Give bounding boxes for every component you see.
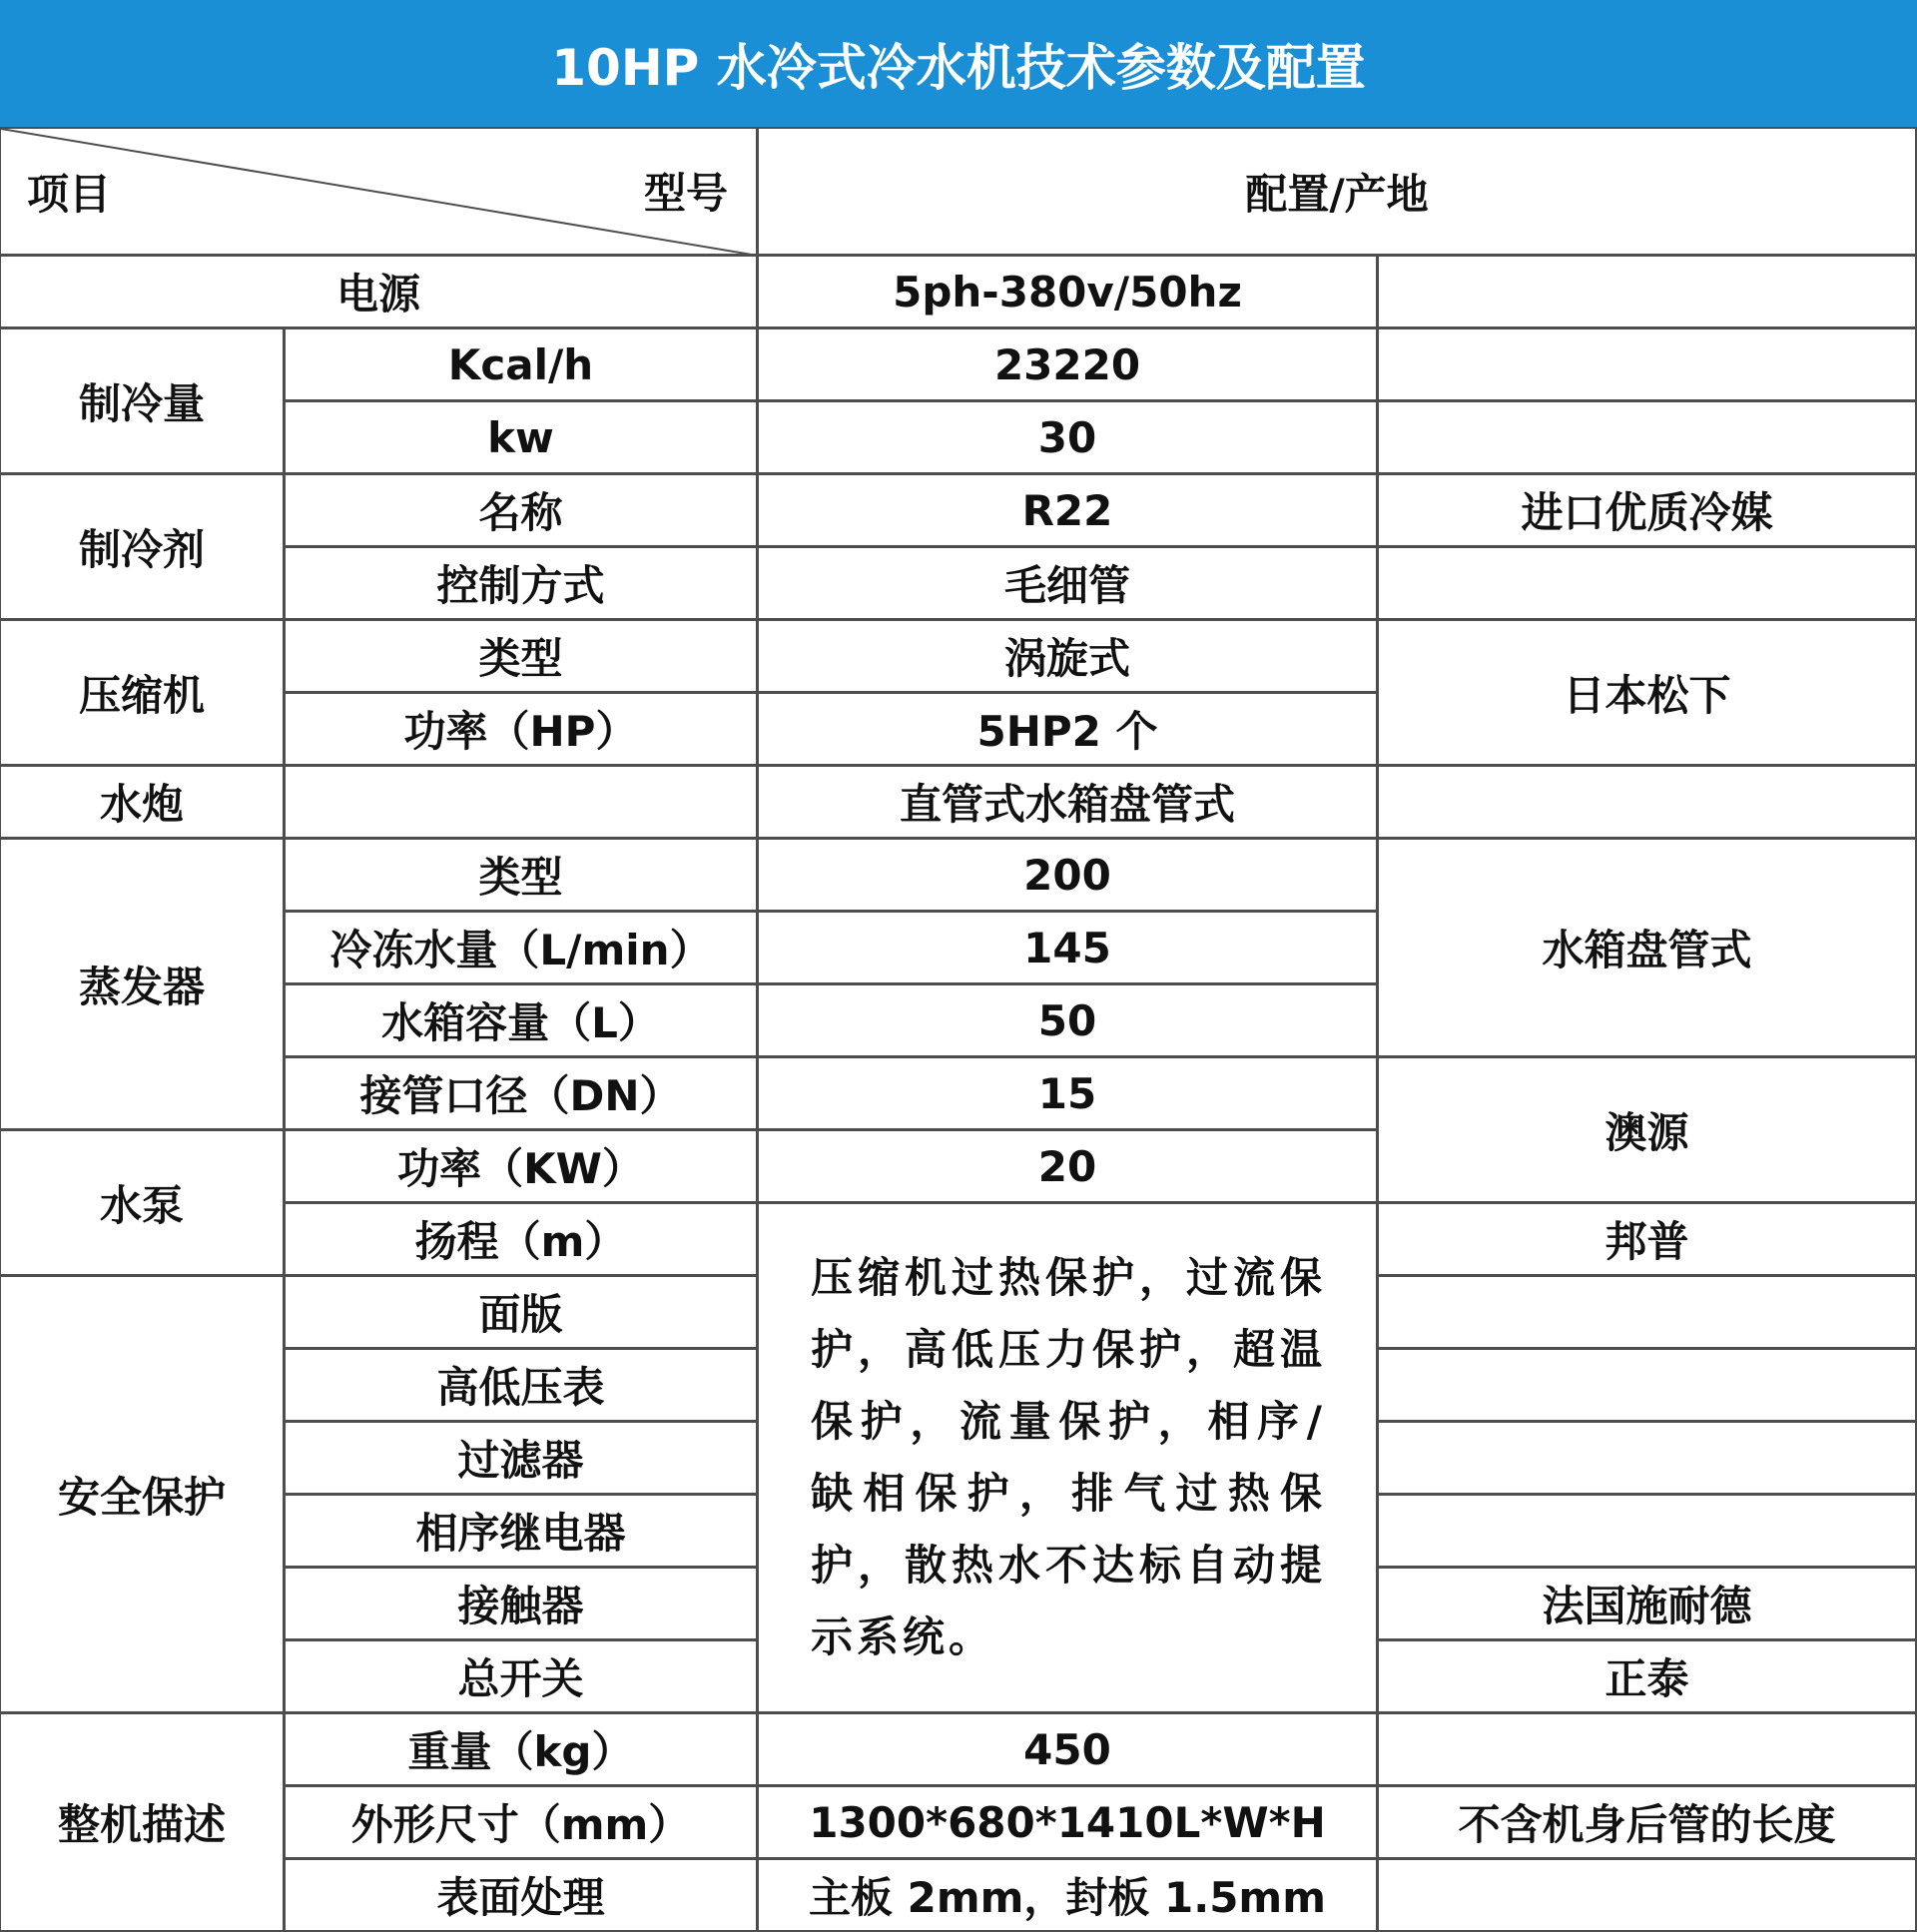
- protection-description: 压缩机过热保护，过流保护，高低压力保护，超温保护，流量保护，相序/缺相保护，排气过热保护，散热水不达标自动提示系统。: [757, 1202, 1378, 1713]
- safety-note4: [1377, 1494, 1917, 1568]
- evaporator-sub4: 接管口径（DN）: [284, 1056, 758, 1130]
- header-corner-cell: [0, 127, 758, 256]
- machine-note1: [1377, 1712, 1917, 1786]
- machine-label: 整机描述: [0, 1712, 285, 1932]
- machine-val2: 1300*680*1410L*W*H: [757, 1785, 1378, 1859]
- machine-sub3: 表面处理: [284, 1858, 758, 1932]
- safety-sub5: 接触器: [284, 1567, 758, 1640]
- compressor-val1: 涡旋式: [757, 619, 1378, 693]
- condenser-value: 直管式水箱盘管式: [757, 765, 1378, 839]
- refrigerant-val1: R22: [757, 473, 1378, 547]
- header-item-label: 项目: [27, 170, 112, 219]
- evaporator-sub3: 水箱容量（L）: [284, 983, 758, 1057]
- safety-note5: 法国施耐德: [1377, 1567, 1917, 1640]
- cooling-label: 制冷量: [0, 327, 285, 474]
- refrigerant-note1: 进口优质冷媒: [1377, 473, 1917, 547]
- evaporator-val2: 145: [757, 911, 1378, 984]
- condenser-note: [1377, 765, 1917, 839]
- cooling-sub1: Kcal/h: [284, 327, 758, 401]
- pipe-pump-note: 澳源: [1377, 1056, 1917, 1203]
- evaporator-val4: 15: [757, 1056, 1378, 1130]
- safety-note1: [1377, 1275, 1917, 1349]
- refrigerant-label: 制冷剂: [0, 473, 285, 620]
- compressor-label: 压缩机: [0, 619, 285, 766]
- safety-sub1: 面版: [284, 1275, 758, 1349]
- evaporator-val3: 50: [757, 983, 1378, 1057]
- safety-note6: 正泰: [1377, 1639, 1917, 1713]
- safety-sub2: 高低压表: [284, 1348, 758, 1422]
- pump-val1: 20: [757, 1129, 1378, 1203]
- safety-label: 安全保护: [0, 1275, 285, 1713]
- machine-note3: [1377, 1858, 1917, 1932]
- machine-val1: 450: [757, 1712, 1378, 1786]
- evaporator-label: 蒸发器: [0, 838, 285, 1130]
- safety-note2: [1377, 1348, 1917, 1422]
- evaporator-val1: 200: [757, 838, 1378, 912]
- evaporator-sub2: 冷冻水量（L/min）: [284, 911, 758, 984]
- pump-note2: 邦普: [1377, 1202, 1917, 1276]
- header-config: 配置/产地: [757, 127, 1917, 256]
- cooling-note2: [1377, 400, 1917, 474]
- safety-note3: [1377, 1421, 1917, 1495]
- safety-sub6: 总开关: [284, 1639, 758, 1713]
- evaporator-sub1: 类型: [284, 838, 758, 912]
- cooling-note1: [1377, 327, 1917, 401]
- refrigerant-sub2: 控制方式: [284, 546, 758, 620]
- refrigerant-val2: 毛细管: [757, 546, 1378, 620]
- pump-sub2: 扬程（m）: [284, 1202, 758, 1276]
- power-value: 5ph-380v/50hz: [757, 255, 1378, 328]
- compressor-sub2: 功率（HP）: [284, 692, 758, 766]
- safety-sub3: 过滤器: [284, 1421, 758, 1495]
- machine-sub1: 重量（kg）: [284, 1712, 758, 1786]
- pump-label: 水泵: [0, 1129, 285, 1276]
- cooling-val1: 23220: [757, 327, 1378, 401]
- pump-sub1: 功率（KW）: [284, 1129, 758, 1203]
- compressor-note: 日本松下: [1377, 619, 1917, 766]
- power-note: [1377, 255, 1917, 328]
- machine-sub2: 外形尺寸（mm）: [284, 1785, 758, 1859]
- condenser-sub: [284, 765, 758, 839]
- cooling-sub2: kw: [284, 400, 758, 474]
- machine-val3: 主板 2mm，封板 1.5mm: [757, 1858, 1378, 1932]
- refrigerant-sub1: 名称: [284, 473, 758, 547]
- evaporator-note: 水箱盘管式: [1377, 838, 1917, 1057]
- condenser-label: 水炮: [0, 765, 285, 839]
- machine-note2: 不含机身后管的长度: [1377, 1785, 1917, 1859]
- refrigerant-note2: [1377, 546, 1917, 620]
- safety-sub4: 相序继电器: [284, 1494, 758, 1568]
- header-model-label: 型号: [643, 169, 728, 218]
- cooling-val2: 30: [757, 400, 1378, 474]
- compressor-sub1: 类型: [284, 619, 758, 693]
- power-label: 电源: [0, 255, 758, 328]
- compressor-val2: 5HP2 个: [757, 692, 1378, 766]
- table-title: 10HP 水冷式冷水机技术参数及配置: [0, 0, 1917, 128]
